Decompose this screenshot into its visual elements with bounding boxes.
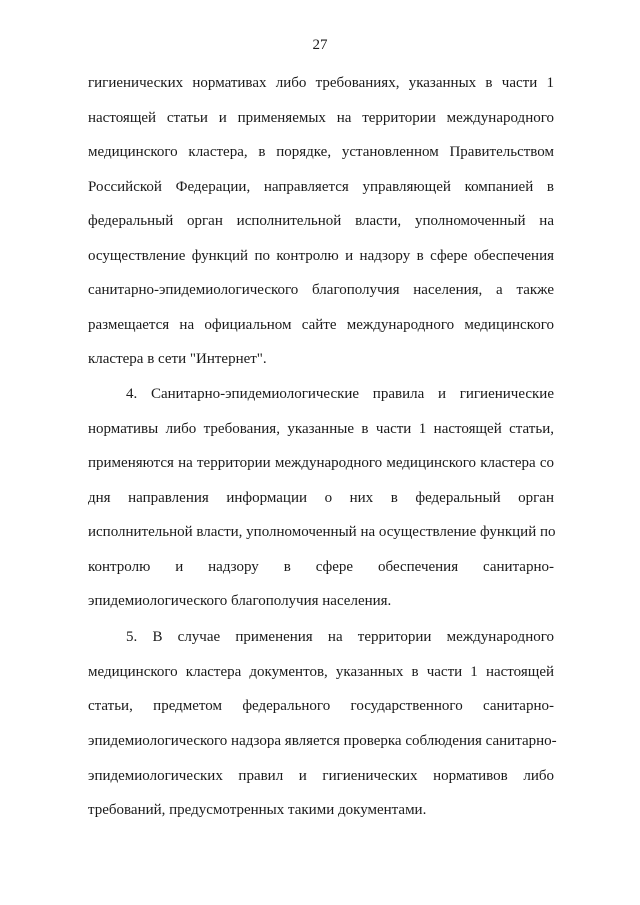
- text-line: гигиенических нормативах либо требованиях, указанных в части 1: [88, 75, 554, 91]
- text-line: Российской Федерации, направляется управляющей компанией в: [88, 179, 554, 195]
- text-line: осуществление функций по контролю и надзору в сфере обеспечения: [88, 248, 554, 264]
- text-line: контролю и надзору в сфере обеспечения санитарно-: [88, 559, 554, 575]
- text-line: санитарно-эпидемиологического благополучия населения, а также: [88, 282, 554, 298]
- page-number: 27: [312, 37, 328, 53]
- text-line: нормативы либо требования, указанные в части 1 настоящей статьи,: [88, 421, 554, 437]
- text-line: медицинского кластера документов, указанных в части 1 настоящей: [88, 664, 554, 680]
- text-line: эпидемиологического надзора является проверка соблюдения санитарно-: [88, 733, 557, 749]
- text-line: эпидемиологического благополучия населения.: [88, 593, 392, 609]
- text-line: исполнительной власти, уполномоченный на осуществление функций по: [88, 524, 556, 540]
- text-line: 5. В случае применения на территории международного: [126, 629, 554, 645]
- text-line: эпидемиологических правил и гигиенических нормативов либо: [88, 768, 554, 784]
- text-line: кластера в сети "Интернет".: [88, 351, 267, 367]
- text-line: применяются на территории международного медицинского кластера со: [88, 455, 554, 471]
- text-line: медицинского кластера, в порядке, установленном Правительством: [88, 144, 554, 160]
- text-line: статьи, предметом федерального государственного санитарно-: [88, 698, 554, 714]
- text-line: требований, предусмотренных такими документами.: [88, 802, 427, 818]
- text-line: настоящей статьи и применяемых на территории международного: [88, 110, 554, 126]
- text-line: размещается на официальном сайте международного медицинского: [88, 317, 554, 333]
- text-line: дня направления информации о них в федеральный орган: [88, 490, 554, 506]
- text-line: 4. Санитарно-эпидемиологические правила и гигиенические: [126, 386, 554, 402]
- text-line: федеральный орган исполнительной власти, уполномоченный на: [88, 213, 554, 229]
